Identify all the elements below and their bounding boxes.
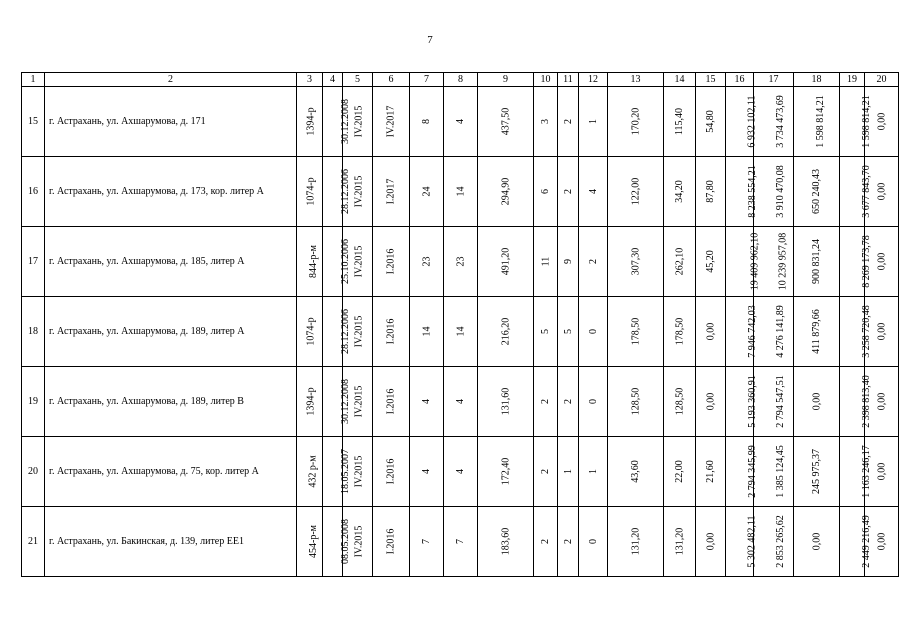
fund-cost-value: 10 239 957,08	[777, 232, 789, 291]
municipal-area-cell	[696, 507, 726, 577]
premises-municipal-cell	[579, 87, 608, 157]
premises-municipal-value: 1	[587, 119, 599, 124]
municipal-cost-cell	[840, 297, 872, 367]
premises-municipal-cell	[579, 227, 608, 297]
total-cost-cell	[726, 297, 758, 367]
resettled-count-value: 14	[455, 326, 466, 337]
row-number-cell: 19	[22, 367, 45, 437]
resettled-count-cell	[444, 227, 478, 297]
region-cost-value: 900 831,24	[811, 239, 822, 284]
extra-cost-value: 0,00	[876, 112, 887, 131]
total-area-cell	[478, 227, 534, 297]
premises-total-value: 2	[540, 469, 551, 474]
region-cost-cell	[794, 87, 840, 157]
end-quarter-value: I.2016	[385, 318, 397, 345]
order-number-value: 1074-р	[305, 317, 317, 346]
region-cost-cell	[794, 367, 840, 437]
owned-area-value: 115,40	[673, 107, 685, 136]
order-date-value: 08.05.2008	[340, 519, 351, 564]
resettled-count-value: 14	[455, 186, 466, 197]
order-number-value: 1074-р	[305, 177, 317, 206]
start-quarter-value: IV.2015	[353, 525, 365, 558]
municipal-area-value: 0,00	[705, 322, 716, 341]
table-row	[22, 297, 899, 367]
start-quarter-value: IV.2015	[353, 455, 365, 488]
end-quarter-cell	[373, 157, 410, 227]
order-number-cell	[297, 367, 323, 437]
order-date-value: 30.12.2008	[340, 379, 351, 424]
premises-owned-cell	[558, 437, 579, 507]
resettled-count-cell	[444, 87, 478, 157]
column-header: 20	[865, 73, 899, 87]
total-area-cell	[478, 437, 534, 507]
municipal-cost-value: 3 677 843,70	[860, 165, 872, 218]
premises-owned-value: 1	[562, 469, 574, 474]
owned-area-cell	[664, 297, 696, 367]
address-cell: г. Астрахань, ул. Ахшарумова, д. 75, кор. литер А	[45, 437, 297, 507]
region-cost-value: 0,00	[811, 532, 822, 551]
order-number-value: 1394-р	[305, 387, 317, 416]
premises-total-value: 2	[540, 539, 551, 544]
municipal-area-value: 0,00	[705, 392, 716, 411]
extra-cost-value: 0,00	[876, 462, 887, 481]
order-date-value: 25.10.2006	[340, 239, 351, 284]
order-date-cell	[323, 367, 351, 437]
table-row	[22, 227, 899, 297]
address-cell: г. Астрахань, ул. Ахшарумова, д. 185, литер А	[45, 227, 297, 297]
premises-owned-cell	[558, 367, 579, 437]
premises-municipal-value: 0	[587, 539, 599, 544]
end-quarter-cell	[373, 507, 410, 577]
municipal-area-value: 54,80	[705, 110, 716, 133]
premises-municipal-cell	[579, 507, 608, 577]
owned-area-value: 178,50	[674, 317, 685, 346]
premises-total-value: 11	[539, 256, 551, 267]
municipal-area-cell	[696, 367, 726, 437]
residents-count-cell	[410, 367, 444, 437]
residents-count-value: 7	[421, 539, 432, 544]
total-cost-value: 6 932 102,11	[746, 95, 758, 148]
municipal-cost-value: 8 269 173,78	[860, 235, 872, 288]
premises-owned-value: 2	[562, 189, 574, 194]
premises-total-cell	[534, 507, 558, 577]
resettled-count-value: 4	[455, 119, 466, 124]
premises-municipal-cell	[579, 157, 608, 227]
resettled-area-cell	[608, 297, 664, 367]
start-quarter-value: IV.2015	[353, 175, 365, 208]
column-header: 2	[45, 73, 297, 87]
total-area-cell	[478, 367, 534, 437]
residents-count-value: 14	[421, 326, 432, 337]
premises-owned-value: 9	[562, 259, 574, 264]
municipal-area-cell	[696, 157, 726, 227]
premises-owned-cell	[558, 297, 579, 367]
municipal-cost-cell	[840, 227, 872, 297]
page-number: 7	[427, 34, 433, 46]
fund-cost-cell	[754, 87, 794, 157]
owned-area-cell	[664, 437, 696, 507]
table-row	[22, 87, 899, 157]
owned-area-cell	[664, 227, 696, 297]
order-number-cell	[297, 297, 323, 367]
column-header: 11	[558, 73, 579, 87]
region-cost-value: 1 598 814,21	[814, 95, 826, 148]
fund-cost-cell	[754, 157, 794, 227]
residents-count-cell	[410, 227, 444, 297]
total-area-cell	[478, 157, 534, 227]
premises-total-value: 3	[540, 119, 551, 124]
total-cost-cell	[726, 507, 758, 577]
end-quarter-value: I.2016	[385, 248, 397, 275]
resettled-count-value: 4	[455, 469, 466, 474]
residents-count-cell	[410, 437, 444, 507]
municipal-cost-value: 3 258 720,48	[860, 305, 872, 358]
residents-count-value: 23	[421, 256, 432, 267]
row-number-cell: 17	[22, 227, 45, 297]
total-area-value: 491,20	[500, 247, 511, 276]
municipal-area-value: 0,00	[705, 532, 716, 551]
resettled-area-value: 131,20	[630, 527, 641, 556]
order-date-cell	[323, 157, 351, 227]
housing-registry-table	[21, 72, 899, 577]
premises-owned-value: 2	[562, 399, 574, 404]
resettled-count-cell	[444, 297, 478, 367]
row-number-cell: 18	[22, 297, 45, 367]
total-area-value: 216,20	[500, 317, 511, 346]
premises-owned-value: 2	[562, 539, 574, 544]
total-area-value: 131,60	[500, 387, 511, 416]
end-quarter-value: I.2016	[385, 528, 397, 555]
municipal-area-value: 87,80	[705, 180, 716, 203]
municipal-area-cell	[696, 227, 726, 297]
residents-count-value: 4	[421, 399, 432, 404]
fund-cost-value: 3 910 470,08	[774, 165, 786, 218]
region-cost-cell	[794, 297, 840, 367]
premises-municipal-value: 0	[587, 399, 599, 404]
municipal-cost-value: 2 449 216,49	[860, 515, 872, 568]
total-cost-cell	[726, 157, 758, 227]
total-cost-cell	[726, 227, 761, 297]
end-quarter-value: I.2016	[385, 388, 397, 415]
order-date-cell	[323, 87, 351, 157]
order-number-cell	[297, 437, 323, 507]
column-header: 18	[794, 73, 840, 87]
column-header: 8	[444, 73, 478, 87]
end-quarter-value: I.2016	[385, 458, 397, 485]
resettled-area-value: 43,60	[630, 460, 641, 483]
total-cost-value: 8 238 554,21	[746, 165, 758, 218]
total-cost-cell	[726, 437, 758, 507]
address-cell: г. Астрахань, ул. Ахшарумова, д. 171	[45, 87, 297, 157]
resettled-area-value: 122,00	[630, 177, 641, 206]
fund-cost-value: 1 385 124,45	[774, 445, 786, 498]
resettled-area-cell	[608, 227, 664, 297]
address-cell: г. Астрахань, ул. Ахшарумова, д. 189, литер А	[45, 297, 297, 367]
municipal-cost-value: 1 163 246,17	[860, 445, 872, 498]
municipal-cost-cell	[840, 507, 872, 577]
premises-municipal-cell	[579, 437, 608, 507]
total-area-value: 172,40	[500, 457, 511, 486]
total-cost-value: 2 794 345,99	[746, 445, 758, 498]
start-quarter-value: IV.2015	[353, 245, 365, 278]
municipal-area-value: 45,20	[705, 250, 716, 273]
municipal-cost-value: 2 398 813,40	[860, 375, 872, 428]
order-date-value: 30.12.2008	[340, 99, 351, 144]
premises-total-cell	[534, 227, 558, 297]
column-header: 1	[22, 73, 45, 87]
resettled-count-value: 4	[455, 399, 466, 404]
fund-cost-cell	[754, 437, 794, 507]
row-number-cell: 15	[22, 87, 45, 157]
municipal-cost-cell	[840, 367, 872, 437]
column-header: 17	[754, 73, 794, 87]
order-number-value: 432 р-м	[307, 455, 319, 488]
address-cell: г. Астрахань, ул. Ахшарумова, д. 173, кор. литер А	[45, 157, 297, 227]
municipal-area-cell	[696, 87, 726, 157]
premises-municipal-value: 2	[587, 259, 599, 264]
residents-count-value: 8	[421, 119, 432, 124]
order-date-value: 18.05.2007	[340, 449, 351, 494]
fund-cost-value: 3 734 473,69	[774, 95, 786, 148]
fund-cost-cell	[754, 367, 794, 437]
end-quarter-cell	[373, 87, 410, 157]
order-number-value: 454-р-м	[308, 525, 319, 558]
end-quarter-cell	[373, 437, 410, 507]
owned-area-cell	[664, 367, 696, 437]
municipal-area-value: 21,60	[705, 460, 716, 483]
resettled-count-value: 7	[455, 539, 466, 544]
total-cost-value: 5 193 360,91	[746, 375, 758, 428]
resettled-area-cell	[608, 157, 664, 227]
resettled-area-cell	[608, 367, 664, 437]
order-number-cell	[297, 87, 323, 157]
column-header: 14	[664, 73, 696, 87]
end-quarter-cell	[373, 367, 410, 437]
owned-area-value: 262,10	[674, 247, 685, 276]
end-quarter-value: I.2017	[385, 178, 397, 205]
total-area-cell	[478, 507, 534, 577]
column-header: 7	[410, 73, 444, 87]
fund-cost-cell	[754, 507, 794, 577]
premises-owned-value: 2	[562, 119, 574, 124]
residents-count-cell	[410, 297, 444, 367]
total-area-cell	[478, 87, 534, 157]
residents-count-value: 4	[421, 469, 432, 474]
start-quarter-value: IV.2015	[353, 385, 365, 418]
order-date-value: 28.12.2006	[340, 169, 351, 214]
total-area-value: 294,90	[500, 177, 511, 206]
column-header: 10	[534, 73, 558, 87]
total-area-cell	[478, 297, 534, 367]
row-number-cell: 21	[22, 507, 45, 577]
owned-area-cell	[664, 507, 696, 577]
premises-total-cell	[534, 87, 558, 157]
region-cost-cell	[794, 437, 840, 507]
resettled-area-value: 307,30	[630, 247, 641, 276]
fund-cost-value: 2 794 547,51	[774, 375, 786, 428]
premises-total-cell	[534, 437, 558, 507]
premises-total-cell	[534, 367, 558, 437]
total-cost-cell	[726, 87, 758, 157]
order-date-cell	[323, 507, 351, 577]
total-area-value: 437,50	[500, 107, 511, 136]
column-header: 19	[840, 73, 865, 87]
resettled-count-cell	[444, 367, 478, 437]
extra-cost-value: 0,00	[876, 322, 887, 341]
table-row	[22, 507, 899, 577]
order-number-cell	[297, 227, 323, 297]
premises-municipal-cell	[579, 297, 608, 367]
owned-area-cell	[664, 87, 696, 157]
municipal-area-cell	[696, 297, 726, 367]
residents-count-cell	[410, 87, 444, 157]
owned-area-value: 131,20	[674, 527, 685, 556]
residents-count-cell	[410, 507, 444, 577]
total-cost-value: 19 409 962,10	[749, 232, 761, 291]
premises-owned-value: 5	[562, 329, 574, 334]
resettled-count-cell	[444, 507, 478, 577]
order-number-cell	[297, 507, 323, 577]
resettled-area-cell	[608, 507, 664, 577]
premises-municipal-cell	[579, 367, 608, 437]
total-cost-cell	[726, 367, 758, 437]
municipal-cost-cell	[840, 157, 872, 227]
resettled-area-value: 170,20	[630, 107, 641, 136]
table-row	[22, 437, 899, 507]
region-cost-value: 245 975,37	[811, 449, 822, 494]
premises-owned-cell	[558, 507, 579, 577]
resettled-area-cell	[608, 437, 664, 507]
region-cost-cell	[794, 507, 840, 577]
extra-cost-value: 0,00	[876, 392, 887, 411]
owned-area-cell	[664, 157, 696, 227]
fund-cost-cell	[754, 297, 794, 367]
resettled-area-value: 178,50	[630, 317, 641, 346]
premises-municipal-value: 4	[587, 189, 599, 194]
order-date-value: 28.12.2006	[340, 309, 351, 354]
column-header: 9	[478, 73, 534, 87]
row-number-cell: 20	[22, 437, 45, 507]
order-number-value: 1394-р	[305, 107, 317, 136]
start-quarter-value: IV.2015	[353, 105, 365, 138]
order-number-cell	[297, 157, 323, 227]
end-quarter-value: IV.2017	[385, 105, 397, 138]
column-header: 12	[579, 73, 608, 87]
order-date-cell	[323, 227, 351, 297]
municipal-cost-value: 1 598 814,21	[860, 95, 872, 148]
premises-total-cell	[534, 297, 558, 367]
premises-municipal-value: 1	[587, 469, 599, 474]
region-cost-value: 411 879,66	[810, 309, 822, 354]
end-quarter-cell	[373, 227, 410, 297]
order-date-cell	[323, 437, 351, 507]
column-number-row	[22, 73, 899, 87]
address-cell: г. Астрахань, ул. Бакинская, д. 139, литер ЕЕ1	[45, 507, 297, 577]
region-cost-value: 650 240,43	[811, 169, 822, 214]
table-row	[22, 157, 899, 227]
table-row	[22, 367, 899, 437]
region-cost-value: 0,00	[811, 392, 822, 411]
column-header: 5	[343, 73, 373, 87]
resettled-area-value: 128,50	[630, 387, 641, 416]
premises-total-value: 5	[540, 329, 551, 334]
premises-total-value: 2	[540, 399, 551, 404]
owned-area-value: 128,50	[674, 387, 685, 416]
extra-cost-value: 0,00	[876, 182, 887, 201]
municipal-area-cell	[696, 437, 726, 507]
column-header: 15	[696, 73, 726, 87]
column-header: 3	[297, 73, 323, 87]
residents-count-cell	[410, 157, 444, 227]
residents-count-value: 24	[421, 186, 432, 197]
end-quarter-cell	[373, 297, 410, 367]
column-header: 4	[323, 73, 343, 87]
resettled-area-cell	[608, 87, 664, 157]
fund-cost-value: 4 276 141,89	[774, 305, 786, 358]
total-cost-value: 7 946 742,03	[746, 305, 758, 358]
municipal-cost-cell	[840, 437, 872, 507]
premises-owned-cell	[558, 157, 579, 227]
region-cost-cell	[794, 227, 840, 297]
premises-owned-cell	[558, 87, 579, 157]
row-number-cell: 16	[22, 157, 45, 227]
municipal-cost-cell	[840, 87, 872, 157]
premises-total-value: 6	[540, 189, 551, 194]
start-quarter-value: IV.2015	[353, 315, 365, 348]
column-header: 6	[373, 73, 410, 87]
fund-cost-value: 2 853 265,62	[774, 515, 786, 568]
resettled-count-cell	[444, 157, 478, 227]
address-cell: г. Астрахань, ул. Ахшарумова, д. 189, литер В	[45, 367, 297, 437]
premises-owned-cell	[558, 227, 579, 297]
total-area-value: 183,60	[500, 527, 511, 556]
column-header: 13	[608, 73, 664, 87]
column-header: 16	[726, 73, 754, 87]
region-cost-cell	[794, 157, 840, 227]
order-date-cell	[323, 297, 351, 367]
extra-cost-value: 0,00	[876, 252, 887, 271]
owned-area-value: 22,00	[674, 460, 685, 483]
premises-total-cell	[534, 157, 558, 227]
owned-area-value: 34,20	[674, 180, 685, 203]
resettled-count-value: 23	[455, 256, 466, 267]
order-number-value: 844-р-м	[308, 245, 319, 278]
resettled-count-cell	[444, 437, 478, 507]
total-cost-value: 5 302 482,11	[746, 515, 758, 568]
premises-municipal-value: 0	[587, 329, 599, 334]
extra-cost-value: 0,00	[876, 532, 887, 551]
